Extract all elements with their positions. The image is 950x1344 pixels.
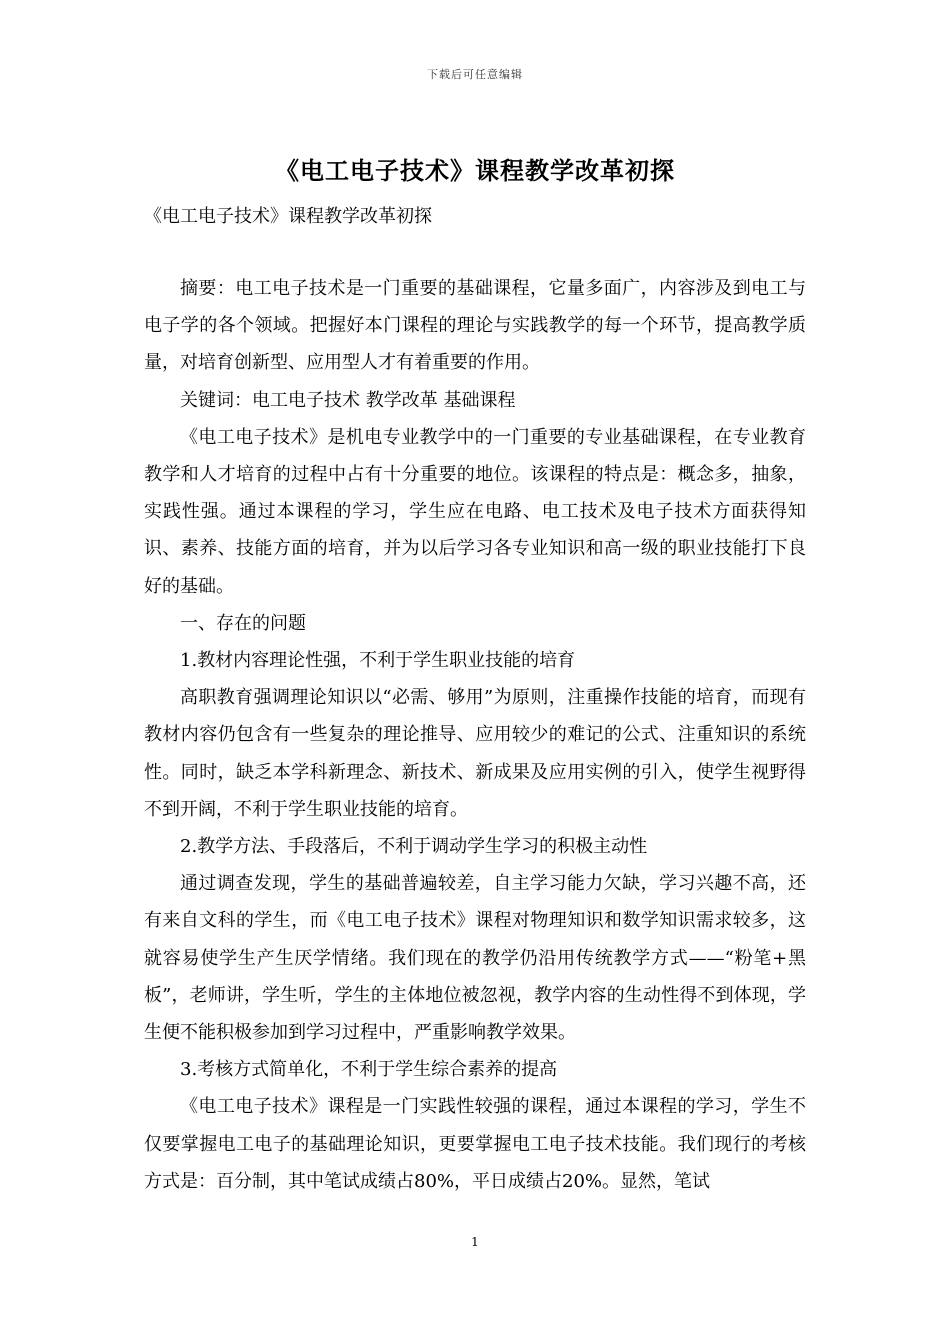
document-body bbox=[144, 270, 806, 1200]
subsection-heading-3: 3.考核方式简单化，不利于学生综合素养的提高 bbox=[180, 1059, 558, 1081]
subsection-heading-2: 2.教学方法、手段落后，不利于调动学生学习的积极主动性 bbox=[180, 836, 648, 858]
subsection-heading-1: 1.教材内容理论性强，不利于学生职业技能的培育 bbox=[180, 650, 576, 672]
abstract-paragraph: 摘要：电工电子技术是一门重要的基础课程，它量多面广，内容涉及到电工与电子学的各个领域。把握好本门课程的理论与实践教学的每一个环节，提高教学质量，对培育创新型、应用型人才有着重要的作用。 bbox=[144, 278, 806, 374]
page-number: 1 bbox=[471, 1235, 479, 1249]
body-paragraph-2: 通过调查发现，学生的基础普遍较差，自主学习能力欠缺，学习兴趣不高，还有来自文科的学生，而《电工电子技术》课程对物理知识和数学知识需求较多，这就容易使学生产生厌学情绪。我们现在的教学仍沿用传统教学方式——“粉笔+黑板”，老师讲，学生听，学生的主体地位被忽视，教学内容的生动性得不到体现，学生便不能积极参加到学习过程中，严重影响教学效果。 bbox=[144, 873, 806, 1044]
body-paragraph-1: 高职教育强调理论知识以“必需、够用”为原则，注重操作技能的培育，而现有教材内容仍包含有一些复杂的理论推导、应用较少的难记的公式、注重知识的系统性。同时，缺乏本学科新理念、新技术、新成果及应用实例的引入，使学生视野得不到开阔，不利于学生职业技能的培育。 bbox=[144, 687, 806, 820]
section-heading: 一、存在的问题 bbox=[180, 612, 306, 634]
intro-paragraph: 《电工电子技术》是机电专业教学中的一门重要的专业基础课程，在专业教育教学和人才培育的过程中占有十分重要的地位。该课程的特点是：概念多，抽象，实践性强。通过本课程的学习，学生应在电路、电工技术及电子技术方面获得知识、素养、技能方面的培育，并为以后学习各专业知识和高一级的职业技能打下良好的基础。 bbox=[144, 426, 806, 597]
document-title: 《电工电子技术》课程教学改革初探 bbox=[275, 157, 675, 185]
body-paragraph-3: 《电工电子技术》课程是一门实践性较强的课程，通过本课程的学习，学生不仅要掌握电工电子的基础理论知识，更要掌握电工电子技术技能。我们现行的考核方式是：百分制，其中笔试成绩占80%，平日成绩占20%。显然，笔试 bbox=[144, 1096, 806, 1192]
header-note: 下载后可任意编辑 bbox=[427, 68, 523, 81]
keywords-paragraph: 关键词：电工电子技术 教学改革 基础课程 bbox=[180, 389, 516, 411]
document-subtitle: 《电工电子技术》课程教学改革初探 bbox=[144, 206, 432, 227]
